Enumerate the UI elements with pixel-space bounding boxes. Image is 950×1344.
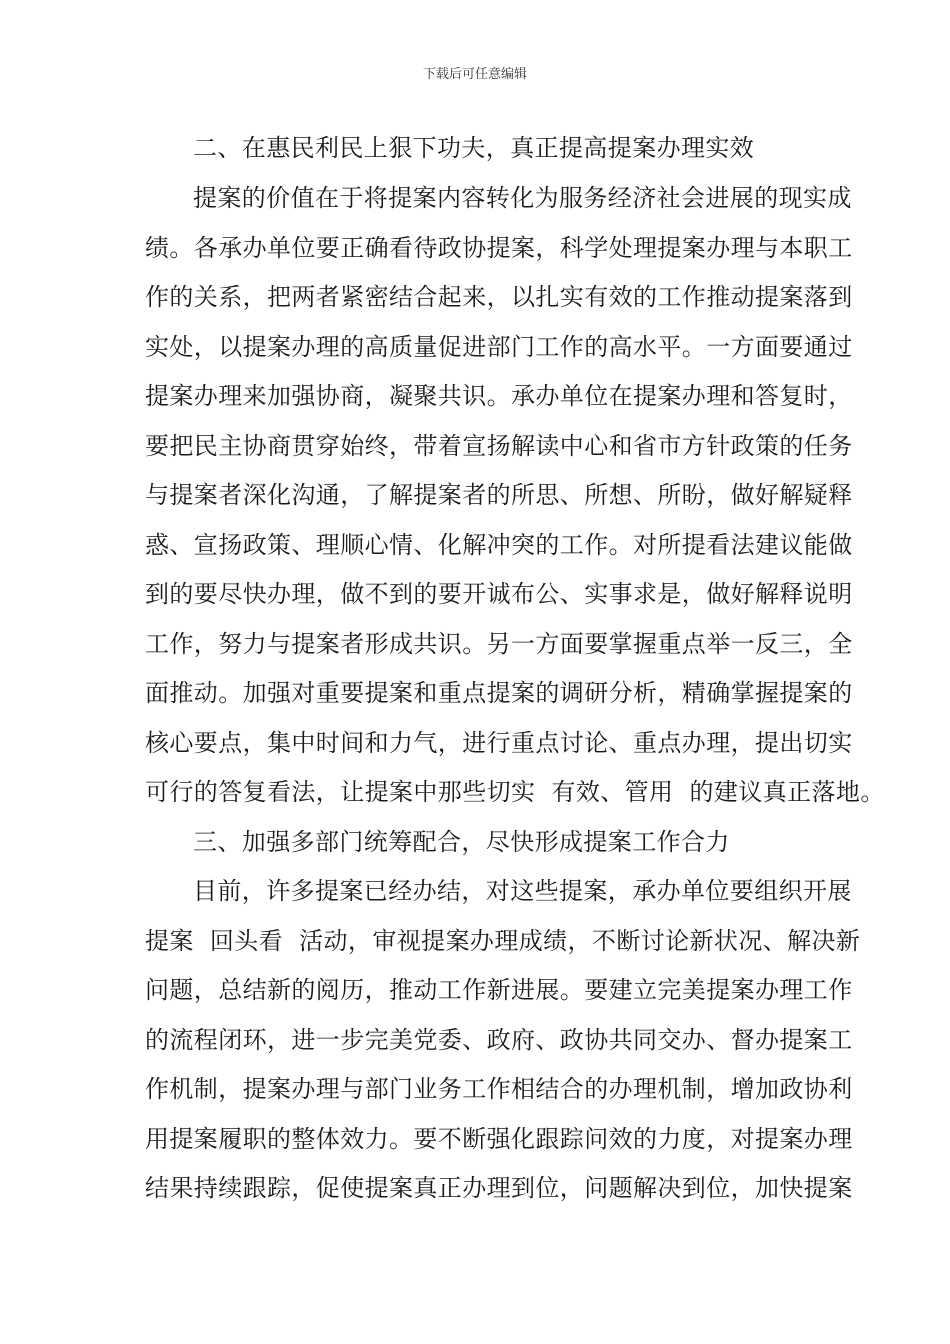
paragraph-line: 绩。各承办单位要正确看待政协提案，科学处理提案办理与本职工 [145,234,853,262]
paragraph-line: 目前，许多提案已经办结，对这些提案，承办单位要组织开展 [193,877,852,905]
paragraph-line: 要把民主协商贯穿始终，带着宣扬解读中心和省市方针政策的任务 [145,432,853,460]
section-heading: 二、在惠民利民上狠下功夫，真正提高提案办理实效 [193,134,755,162]
paragraph-line: 核心要点，集中时间和力气，进行重点讨论、重点办理，提出切实 [145,729,853,757]
paragraph-line: 用提案履职的整体效力。要不断强化跟踪问效的力度，对提案办理 [145,1125,853,1153]
paragraph-line: 可行的答复看法，让提案中那些切实 有效、管用 的建议真正落地。 [145,778,885,806]
paragraph-line: 提案 回头看 活动，审视提案办理成绩，不断讨论新状况、解决新 [145,927,861,955]
paragraph-line: 作机制，提案办理与部门业务工作相结合的办理机制，增加政协利 [145,1075,853,1103]
paragraph-line: 工作，努力与提案者形成共识。另一方面要掌握重点举一反三，全 [145,630,853,658]
page-header: 下载后可任意编辑 [422,67,527,82]
paragraph-line: 问题，总结新的阅历，推动工作新进展。要建立完美提案办理工作 [145,976,853,1004]
paragraph-line: 与提案者深化沟通，了解提案者的所思、所想、所盼，做好解疑释 [145,481,853,509]
paragraph-line: 结果持续跟踪，促使提案真正办理到位，问题解决到位，加快提案 [145,1174,853,1202]
paragraph-line: 面推动。加强对重要提案和重点提案的调研分析，精确掌握提案的 [145,679,853,707]
paragraph-line: 惑、宣扬政策、理顺心情、化解冲突的工作。对所提看法建议能做 [145,531,853,559]
paragraph-line: 到的要尽快办理，做不到的要开诚布公、实事求是，做好解释说明 [145,580,853,608]
paragraph-line: 实处，以提案办理的高质量促进部门工作的高水平。一方面要通过 [145,333,853,361]
paragraph-line: 作的关系，把两者紧密结合起来，以扎实有效的工作推动提案落到 [145,283,853,311]
paragraph-line: 的流程闭环，进一步完美党委、政府、政协共同交办、督办提案工 [145,1026,853,1054]
paragraph-line: 提案的价值在于将提案内容转化为服务经济社会进展的现实成 [193,184,852,212]
section-heading: 三、加强多部门统筹配合，尽快形成提案工作合力 [193,828,730,856]
paragraph-line: 提案办理来加强协商，凝聚共识。承办单位在提案办理和答复时， [145,382,853,410]
